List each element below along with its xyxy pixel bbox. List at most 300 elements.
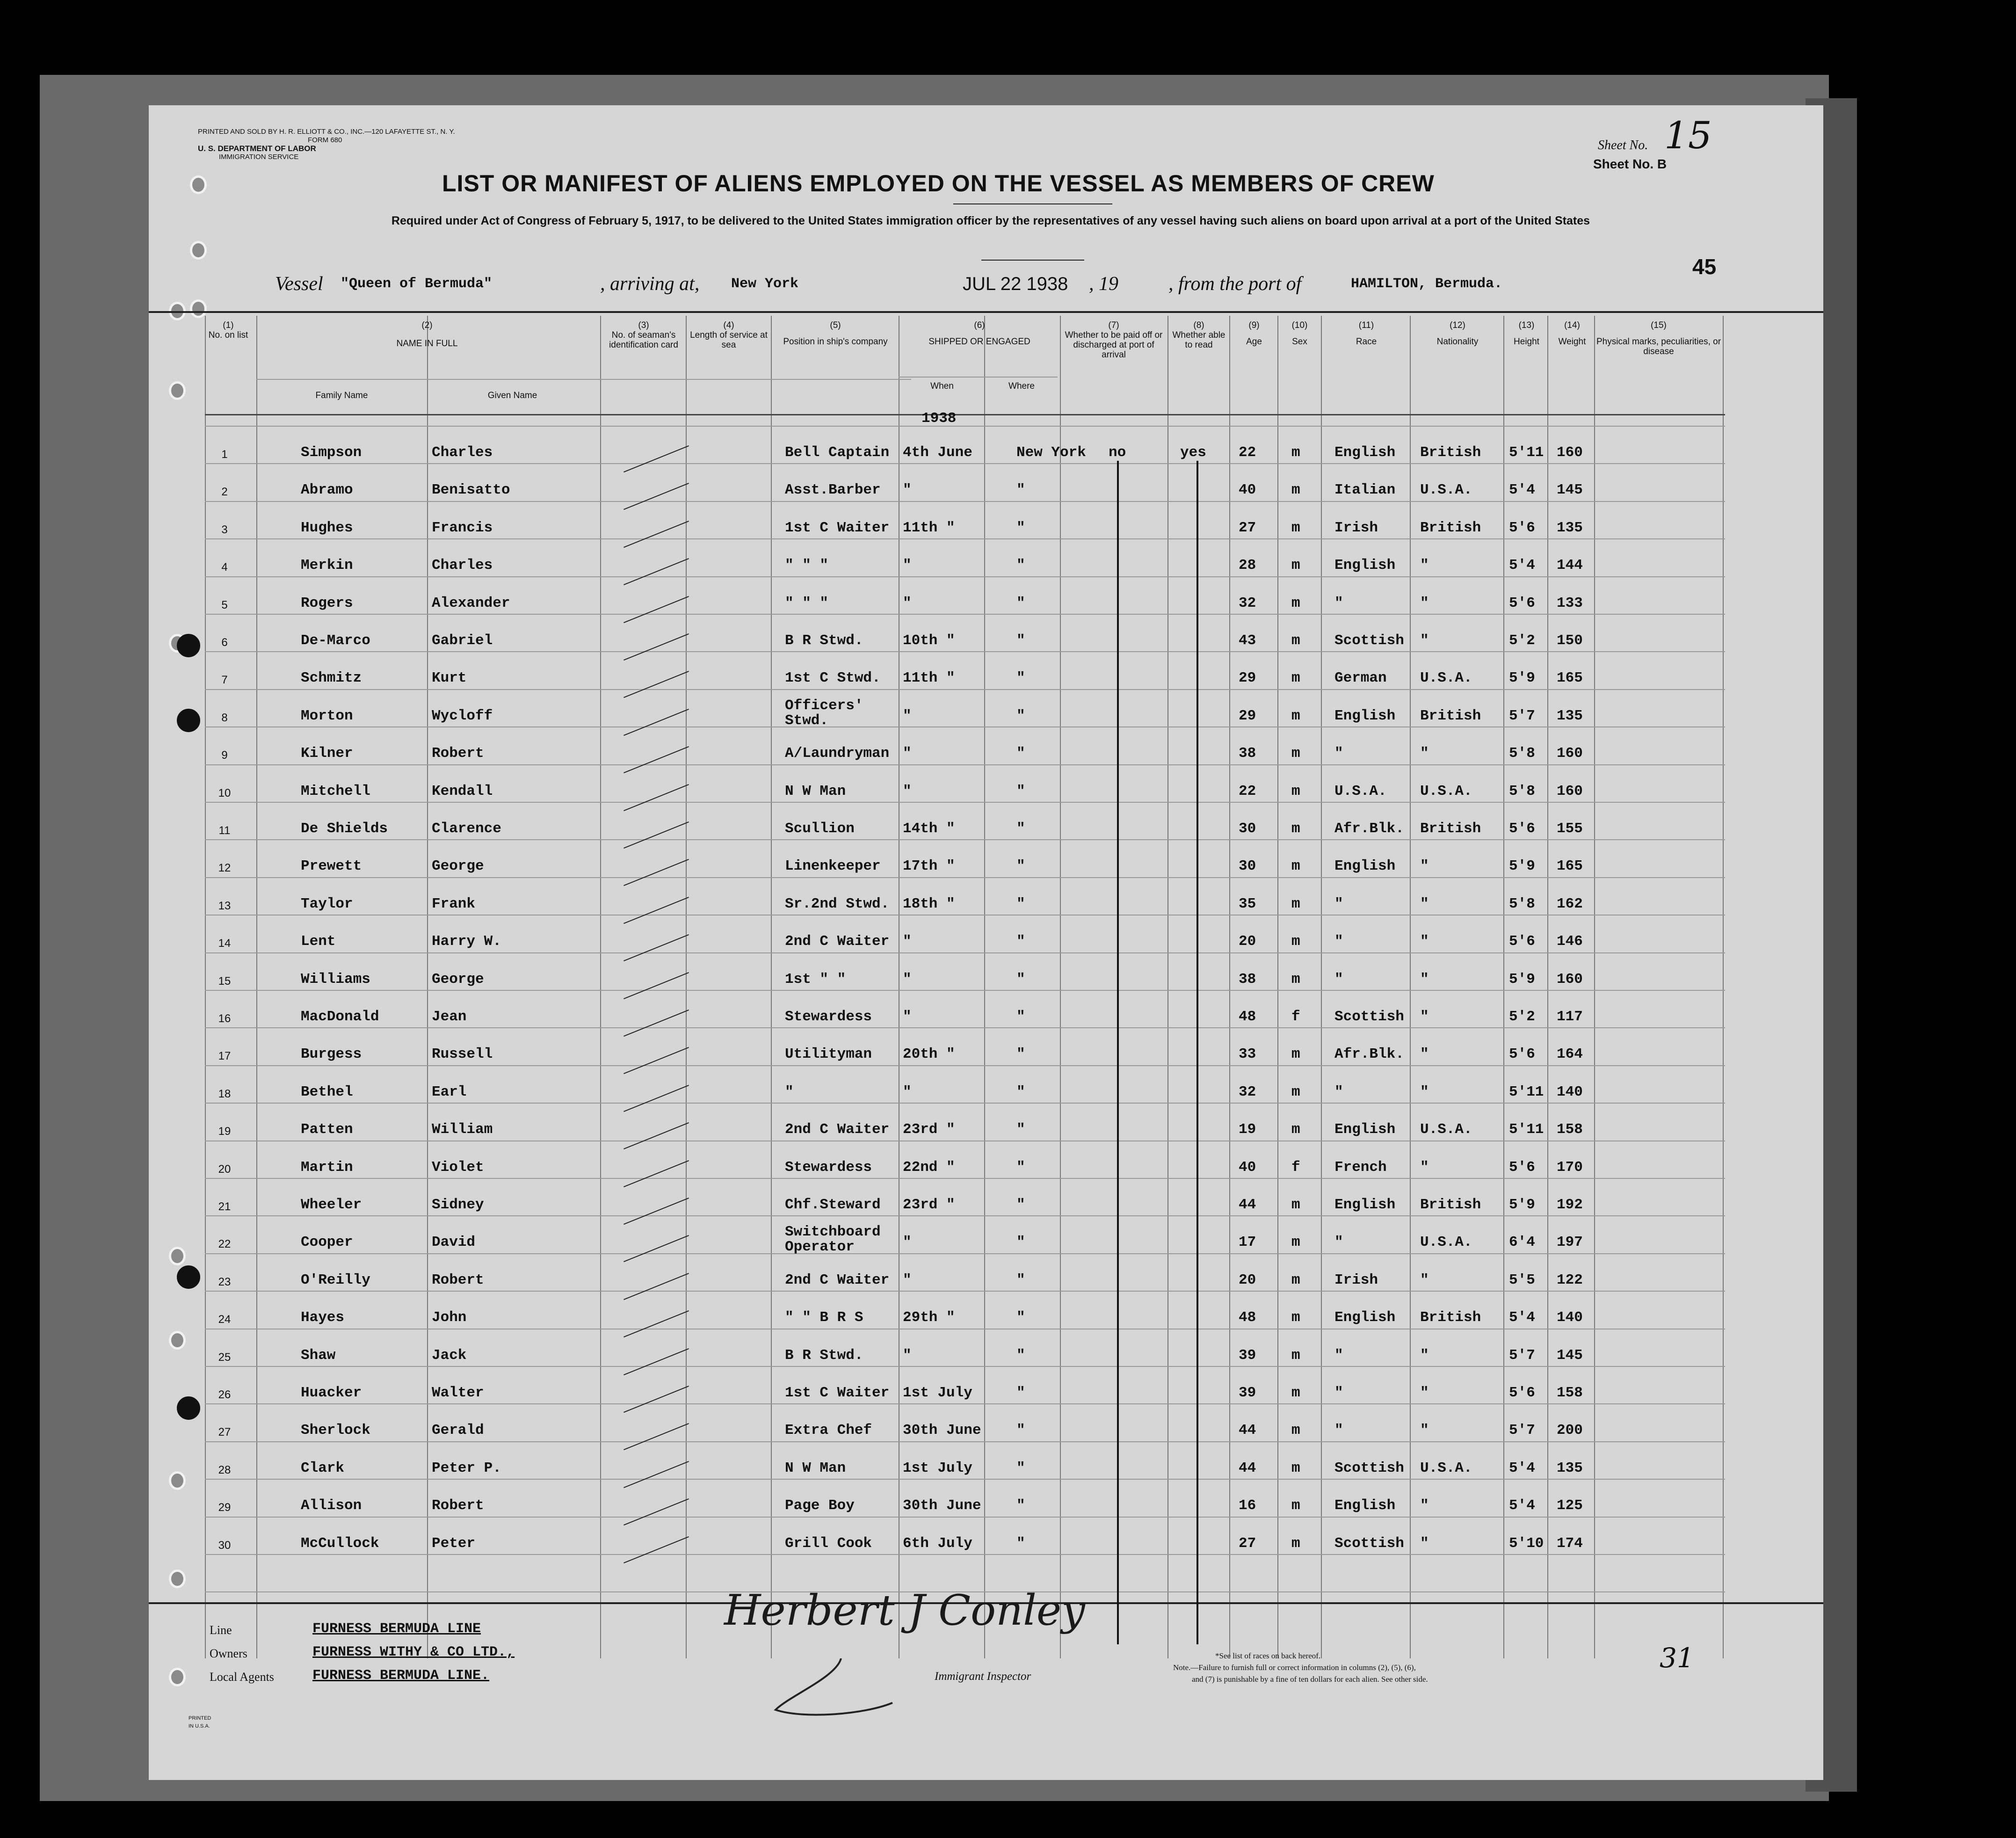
sex: m bbox=[1291, 895, 1300, 912]
table-row-rule bbox=[205, 952, 1725, 953]
position: N W Man bbox=[785, 783, 846, 799]
race: " bbox=[1334, 1422, 1343, 1439]
nationality: " bbox=[1420, 557, 1429, 574]
id-card-slash bbox=[624, 709, 689, 736]
id-card-slash bbox=[624, 596, 689, 623]
shipped-where: " bbox=[1016, 1535, 1025, 1552]
given-name: Gerald bbox=[432, 1422, 484, 1439]
shipped-when: " bbox=[903, 1347, 912, 1364]
id-card-slash bbox=[624, 1198, 689, 1225]
manifest-subtitle: Required under Act of Congress of February 5, 1917, to be delivered to the United States immigration officer by the representatives of any vessel having such aliens on board upon arrival at a port of the United States bbox=[391, 214, 1590, 227]
row-number: 30 bbox=[218, 1539, 231, 1552]
sheet-no-label: Sheet No. bbox=[1598, 138, 1648, 153]
sex: m bbox=[1291, 933, 1300, 950]
table-column-rule bbox=[1547, 316, 1548, 1658]
position: 1st C Waiter bbox=[785, 519, 890, 536]
row-number: 5 bbox=[221, 598, 228, 611]
race: Irish bbox=[1334, 519, 1378, 536]
nationality: " bbox=[1420, 1159, 1429, 1176]
nationality: " bbox=[1420, 1497, 1429, 1514]
age: 16 bbox=[1239, 1497, 1256, 1514]
age: 20 bbox=[1239, 933, 1256, 950]
race: Scottish bbox=[1334, 1460, 1404, 1476]
position: Page Boy bbox=[785, 1497, 855, 1514]
arriving-port: New York bbox=[731, 276, 799, 292]
age: 27 bbox=[1239, 1535, 1256, 1552]
given-name: Walter bbox=[432, 1385, 484, 1401]
age: 44 bbox=[1239, 1460, 1256, 1476]
shipped-where: " bbox=[1016, 1497, 1025, 1514]
position: B R Stwd. bbox=[785, 632, 863, 649]
table-row-rule bbox=[205, 839, 1725, 840]
height: 5'4 bbox=[1509, 1460, 1535, 1476]
id-card-slash bbox=[624, 521, 689, 548]
sex: m bbox=[1291, 595, 1300, 611]
row-number: 25 bbox=[218, 1351, 231, 1364]
page-mark: 45 bbox=[1692, 254, 1717, 279]
table-row-rule bbox=[205, 414, 1725, 415]
shipped-where: " bbox=[1016, 670, 1025, 687]
nationality: " bbox=[1420, 595, 1429, 611]
shipped-when: " bbox=[903, 971, 912, 988]
manifest-page bbox=[149, 105, 1823, 1780]
id-card-slash bbox=[624, 1235, 689, 1262]
sex: m bbox=[1291, 1121, 1300, 1138]
row-number: 23 bbox=[218, 1275, 231, 1288]
id-card-slash bbox=[624, 972, 689, 999]
shipped-when: " bbox=[903, 745, 912, 762]
weight: 140 bbox=[1557, 1083, 1583, 1100]
shipped-where: " bbox=[1016, 1460, 1025, 1476]
race: English bbox=[1334, 1197, 1396, 1213]
id-card-slash bbox=[624, 671, 689, 698]
penalty-note-2: and (7) is punishable by a fine of ten dollars for each alien. See other side. bbox=[1192, 1675, 1428, 1684]
col8-header: (8) Whether able to read bbox=[1172, 320, 1226, 350]
shipped-when: " bbox=[903, 1083, 912, 1100]
table-row-rule bbox=[205, 1103, 1725, 1104]
ditto-line bbox=[1197, 461, 1198, 1644]
race: English bbox=[1334, 707, 1396, 724]
table-column-rule bbox=[1723, 316, 1724, 1658]
sex: m bbox=[1291, 1497, 1300, 1514]
position: Stewardess bbox=[785, 1009, 872, 1025]
age: 39 bbox=[1239, 1347, 1256, 1364]
sex: m bbox=[1291, 1422, 1300, 1439]
nationality: U.S.A. bbox=[1420, 1121, 1472, 1138]
table-row-rule bbox=[205, 1253, 1725, 1254]
sex: m bbox=[1291, 1046, 1300, 1063]
family-name: Morton bbox=[301, 707, 353, 724]
position: " " " bbox=[785, 557, 829, 574]
family-name: Huacker bbox=[301, 1385, 362, 1401]
position: Sr.2nd Stwd. bbox=[785, 895, 890, 912]
year-note: 1938 bbox=[921, 410, 957, 427]
date-stamp: JUL 22 1938 bbox=[963, 274, 1068, 294]
id-card-slash bbox=[624, 1273, 689, 1300]
sheet-no-b: Sheet No. B bbox=[1593, 157, 1667, 171]
family-name: Rogers bbox=[301, 595, 353, 611]
race: Afr.Blk. bbox=[1334, 1046, 1404, 1063]
race: " bbox=[1334, 895, 1343, 912]
weight: 145 bbox=[1557, 1347, 1583, 1364]
nationality: U.S.A. bbox=[1420, 1234, 1472, 1251]
nationality: U.S.A. bbox=[1420, 783, 1472, 799]
family-name: Clark bbox=[301, 1460, 345, 1476]
shipped-where: " bbox=[1016, 783, 1025, 799]
punch-hole bbox=[169, 1331, 186, 1350]
given-name: Jean bbox=[432, 1009, 467, 1025]
table-row-rule bbox=[205, 538, 1725, 539]
weight: 165 bbox=[1557, 858, 1583, 875]
age: 35 bbox=[1239, 895, 1256, 912]
id-card-slash bbox=[624, 1085, 689, 1112]
race: Scottish bbox=[1334, 1009, 1404, 1025]
race: Scottish bbox=[1334, 1535, 1404, 1552]
shipped-where: " bbox=[1016, 557, 1025, 574]
manifest-title: LIST OR MANIFEST OF ALIENS EMPLOYED ON THE VESSEL AS MEMBERS OF CREW bbox=[442, 170, 1435, 196]
table-column-rule bbox=[1277, 316, 1278, 1658]
position: 2nd C Waiter bbox=[785, 933, 890, 950]
nationality: " bbox=[1420, 1347, 1429, 1364]
height: 5'4 bbox=[1509, 482, 1535, 499]
family-name: Allison bbox=[301, 1497, 362, 1514]
punch-hole bbox=[190, 299, 207, 318]
race: English bbox=[1334, 1121, 1396, 1138]
sex: m bbox=[1291, 1234, 1300, 1251]
shipped-when: 18th " bbox=[903, 895, 955, 912]
line-value: FURNESS BERMUDA LINE bbox=[312, 1621, 481, 1637]
race: Afr.Blk. bbox=[1334, 821, 1404, 837]
age: 32 bbox=[1239, 595, 1256, 611]
position: 1st C Stwd. bbox=[785, 670, 881, 687]
race: " bbox=[1334, 971, 1343, 988]
shipped-where: " bbox=[1016, 1121, 1025, 1138]
weight: 125 bbox=[1557, 1497, 1583, 1514]
shipped-where: " bbox=[1016, 1197, 1025, 1213]
height: 5'8 bbox=[1509, 783, 1535, 799]
row-number: 28 bbox=[218, 1463, 231, 1476]
shipped-when: 1st July bbox=[903, 1385, 972, 1401]
given-name: Charles bbox=[432, 557, 493, 574]
height: 5'4 bbox=[1509, 557, 1535, 574]
table-row-rule bbox=[205, 726, 1725, 727]
shipped-where: " bbox=[1016, 1083, 1025, 1100]
race: Italian bbox=[1334, 482, 1396, 499]
punch-hole bbox=[177, 634, 200, 657]
nationality: " bbox=[1420, 1385, 1429, 1401]
nationality: " bbox=[1420, 632, 1429, 649]
weight: 135 bbox=[1557, 1460, 1583, 1476]
weight: 135 bbox=[1557, 519, 1583, 536]
table-column-rule bbox=[1410, 316, 1411, 1658]
row-number: 6 bbox=[221, 636, 228, 649]
weight: 197 bbox=[1557, 1234, 1583, 1251]
family-name: Merkin bbox=[301, 557, 353, 574]
given-name: Kendall bbox=[432, 783, 493, 799]
id-card-slash bbox=[624, 821, 689, 849]
shipped-when: " bbox=[903, 1009, 912, 1025]
position: Asst.Barber bbox=[785, 482, 881, 499]
shipped-where: " bbox=[1016, 1347, 1025, 1364]
weight: 158 bbox=[1557, 1121, 1583, 1138]
sex: m bbox=[1291, 821, 1300, 837]
height: 5'6 bbox=[1509, 821, 1535, 837]
shipped-when: 22nd " bbox=[903, 1159, 955, 1176]
given-name: Robert bbox=[432, 1497, 484, 1514]
age: 48 bbox=[1239, 1009, 1256, 1025]
signature-flourish bbox=[771, 1658, 911, 1724]
sex: m bbox=[1291, 1083, 1300, 1100]
height: 5'6 bbox=[1509, 519, 1535, 536]
weight: 117 bbox=[1557, 1009, 1583, 1025]
given-name: Benisatto bbox=[432, 482, 510, 499]
table-column-rule bbox=[427, 316, 428, 1658]
given-name: Violet bbox=[432, 1159, 484, 1176]
height: 5'6 bbox=[1509, 1385, 1535, 1401]
race: English bbox=[1334, 1309, 1396, 1326]
owners-label: Owners bbox=[210, 1647, 247, 1660]
nationality: " bbox=[1420, 1271, 1429, 1288]
height: 5'9 bbox=[1509, 971, 1535, 988]
row-number: 26 bbox=[218, 1388, 231, 1401]
shipped-when: 23rd " bbox=[903, 1121, 955, 1138]
shipped-when: 20th " bbox=[903, 1046, 955, 1063]
height: 5'11 bbox=[1509, 1083, 1544, 1100]
table-row-rule bbox=[205, 1027, 1725, 1028]
table-row-rule bbox=[205, 1479, 1725, 1480]
punch-hole bbox=[190, 241, 207, 260]
row-number: 24 bbox=[218, 1313, 231, 1326]
age: 44 bbox=[1239, 1197, 1256, 1213]
shipped-when: 11th " bbox=[903, 670, 955, 687]
id-card-slash bbox=[624, 1348, 689, 1375]
family-name: Hayes bbox=[301, 1309, 345, 1326]
owners-value: FURNESS WITHY & CO LTD., bbox=[312, 1644, 515, 1660]
height: 5'11 bbox=[1509, 444, 1544, 461]
race: " bbox=[1334, 745, 1343, 762]
shipped-when: 29th " bbox=[903, 1309, 955, 1326]
table-row-rule bbox=[205, 1065, 1725, 1066]
race: " bbox=[1334, 933, 1343, 950]
vessel-name: "Queen of Bermuda" bbox=[341, 276, 493, 292]
given-name: Francis bbox=[432, 519, 493, 536]
arriving-label: , arriving at, bbox=[600, 273, 700, 295]
col9-header: (9) Age bbox=[1246, 320, 1262, 347]
given-name: George bbox=[432, 971, 484, 988]
age: 44 bbox=[1239, 1422, 1256, 1439]
position: Utilityman bbox=[785, 1046, 872, 1063]
table-column-rule bbox=[771, 316, 772, 1658]
given-name: Harry W. bbox=[432, 933, 501, 950]
race: " bbox=[1334, 595, 1343, 611]
shipped-where: " bbox=[1016, 1234, 1025, 1251]
given-name: Clarence bbox=[432, 821, 501, 837]
line-label: Line bbox=[210, 1623, 232, 1637]
weight: 162 bbox=[1557, 895, 1583, 912]
given-name: George bbox=[432, 858, 484, 875]
col6-header: (6) SHIPPED OR ENGAGED bbox=[928, 320, 1030, 347]
table-row-rule bbox=[205, 501, 1725, 502]
col4-header: (4) Length of service at sea bbox=[690, 320, 768, 350]
shipped-when: " bbox=[903, 482, 912, 499]
position: Grill Cook bbox=[785, 1535, 872, 1552]
family-name: Williams bbox=[301, 971, 370, 988]
table-column-rule bbox=[600, 316, 601, 1658]
sex: m bbox=[1291, 670, 1300, 687]
col6-where-header: Where bbox=[1008, 381, 1035, 391]
given-name: Gabriel bbox=[432, 632, 493, 649]
weight: 200 bbox=[1557, 1422, 1583, 1439]
sex: f bbox=[1291, 1159, 1300, 1176]
height: 5'8 bbox=[1509, 895, 1535, 912]
table-row-rule bbox=[205, 990, 1725, 991]
nationality: " bbox=[1420, 1046, 1429, 1063]
penalty-note-1: Note.—Failure to furnish full or correct information in columns (2), (5), (6), bbox=[1173, 1663, 1416, 1672]
shipped-where: " bbox=[1016, 1009, 1025, 1025]
family-name: Sherlock bbox=[301, 1422, 370, 1439]
position: " bbox=[785, 1083, 794, 1100]
shipped-where: " bbox=[1016, 1046, 1025, 1063]
height: 5'6 bbox=[1509, 933, 1535, 950]
sex: m bbox=[1291, 707, 1300, 724]
position: 1st C Waiter bbox=[785, 1385, 890, 1401]
punch-hole bbox=[177, 1396, 200, 1420]
weight: 133 bbox=[1557, 595, 1583, 611]
able-to-read: yes bbox=[1180, 444, 1206, 461]
table-row-rule bbox=[205, 1441, 1725, 1442]
given-name: Robert bbox=[432, 745, 484, 762]
weight: 144 bbox=[1557, 557, 1583, 574]
punch-hole bbox=[169, 1247, 186, 1265]
age: 40 bbox=[1239, 1159, 1256, 1176]
given-name: Peter bbox=[432, 1535, 476, 1552]
family-name: Wheeler bbox=[301, 1197, 362, 1213]
agents-value: FURNESS BERMUDA LINE. bbox=[312, 1668, 490, 1684]
col3-header: (3) No. of seaman's identification card bbox=[609, 320, 678, 350]
nationality: British bbox=[1420, 1197, 1481, 1213]
sex: m bbox=[1291, 444, 1300, 461]
row-number: 10 bbox=[218, 786, 231, 799]
sex: m bbox=[1291, 1460, 1300, 1476]
row-number: 21 bbox=[218, 1200, 231, 1213]
race: " bbox=[1334, 1347, 1343, 1364]
age: 19 bbox=[1239, 1121, 1256, 1138]
family-name: Martin bbox=[301, 1159, 353, 1176]
sheet-no-handwritten: 15 bbox=[1664, 114, 1712, 157]
position: Linenkeeper bbox=[785, 858, 881, 875]
vessel-rule bbox=[149, 311, 1823, 313]
col2-family-header: Family Name bbox=[315, 391, 368, 400]
given-name: John bbox=[432, 1309, 467, 1326]
given-name: Frank bbox=[432, 895, 476, 912]
row-number: 12 bbox=[218, 862, 231, 875]
shipped-when: " bbox=[903, 933, 912, 950]
table-row-rule bbox=[205, 463, 1725, 464]
weight: 192 bbox=[1557, 1197, 1583, 1213]
shipped-where: " bbox=[1016, 971, 1025, 988]
col14-header: (14) Weight bbox=[1558, 320, 1586, 347]
table-row-rule bbox=[205, 1403, 1725, 1404]
age: 38 bbox=[1239, 971, 1256, 988]
shipped-where: " bbox=[1016, 745, 1025, 762]
id-card-slash bbox=[624, 1010, 689, 1037]
family-name: Hughes bbox=[301, 519, 353, 536]
age: 30 bbox=[1239, 821, 1256, 837]
punch-hole bbox=[169, 1471, 186, 1490]
row-number: 4 bbox=[221, 561, 228, 574]
nationality: " bbox=[1420, 895, 1429, 912]
table-row-rule bbox=[205, 1554, 1725, 1555]
row-number: 9 bbox=[221, 749, 228, 762]
shipped-where: " bbox=[1016, 1385, 1025, 1401]
given-name: Jack bbox=[432, 1347, 467, 1364]
col10-header: (10) Sex bbox=[1291, 320, 1308, 347]
sex: m bbox=[1291, 783, 1300, 799]
race: " bbox=[1334, 1385, 1343, 1401]
weight: 170 bbox=[1557, 1159, 1583, 1176]
nationality: " bbox=[1420, 745, 1429, 762]
id-card-slash bbox=[624, 483, 689, 510]
form-number: FORM 680 bbox=[308, 136, 342, 144]
table-column-rule bbox=[984, 316, 985, 1658]
paid-off: no bbox=[1109, 444, 1126, 461]
race: English bbox=[1334, 1497, 1396, 1514]
shipped-when: 14th " bbox=[903, 821, 955, 837]
age: 27 bbox=[1239, 519, 1256, 536]
shipped-when: " bbox=[903, 1234, 912, 1251]
id-card-slash bbox=[624, 633, 689, 661]
height: 5'7 bbox=[1509, 707, 1535, 724]
height: 5'7 bbox=[1509, 1422, 1535, 1439]
shipped-when: " bbox=[903, 783, 912, 799]
shipped-when: 30th June bbox=[903, 1497, 981, 1514]
height: 5'9 bbox=[1509, 858, 1535, 875]
family-name: MacDonald bbox=[301, 1009, 379, 1025]
col13-header: (13) Height bbox=[1514, 320, 1539, 347]
race: " bbox=[1334, 1083, 1343, 1100]
race: English bbox=[1334, 444, 1396, 461]
age: 22 bbox=[1239, 444, 1256, 461]
nationality: U.S.A. bbox=[1420, 670, 1472, 687]
table-column-rule bbox=[1229, 316, 1230, 1658]
shipped-when: 6th July bbox=[903, 1535, 972, 1552]
shipped-where: " bbox=[1016, 858, 1025, 875]
weight: 122 bbox=[1557, 1271, 1583, 1288]
height: 5'4 bbox=[1509, 1497, 1535, 1514]
sex: m bbox=[1291, 1347, 1300, 1364]
department-label: U. S. DEPARTMENT OF LABOR bbox=[198, 144, 316, 153]
nationality: U.S.A. bbox=[1420, 1460, 1472, 1476]
shipped-where: " bbox=[1016, 1159, 1025, 1176]
given-name: Earl bbox=[432, 1083, 467, 1100]
id-card-slash bbox=[624, 784, 689, 811]
sex: m bbox=[1291, 519, 1300, 536]
row-number: 2 bbox=[221, 486, 228, 499]
height: 5'6 bbox=[1509, 1159, 1535, 1176]
position: Bell Captain bbox=[785, 444, 890, 461]
printer-credit: PRINTED AND SOLD BY H. R. ELLIOTT & CO., INC.—120 LAFAYETTE ST., N. Y. bbox=[198, 128, 455, 136]
position: Extra Chef bbox=[785, 1422, 872, 1439]
family-name: O'Reilly bbox=[301, 1271, 370, 1288]
age: 29 bbox=[1239, 707, 1256, 724]
shipped-where: " bbox=[1016, 632, 1025, 649]
table-column-rule bbox=[256, 316, 257, 1658]
shipped-when: " bbox=[903, 1271, 912, 1288]
sex: m bbox=[1291, 632, 1300, 649]
shipped-when: 11th " bbox=[903, 519, 955, 536]
shipped-where: " bbox=[1016, 1309, 1025, 1326]
family-name: Abramo bbox=[301, 482, 353, 499]
